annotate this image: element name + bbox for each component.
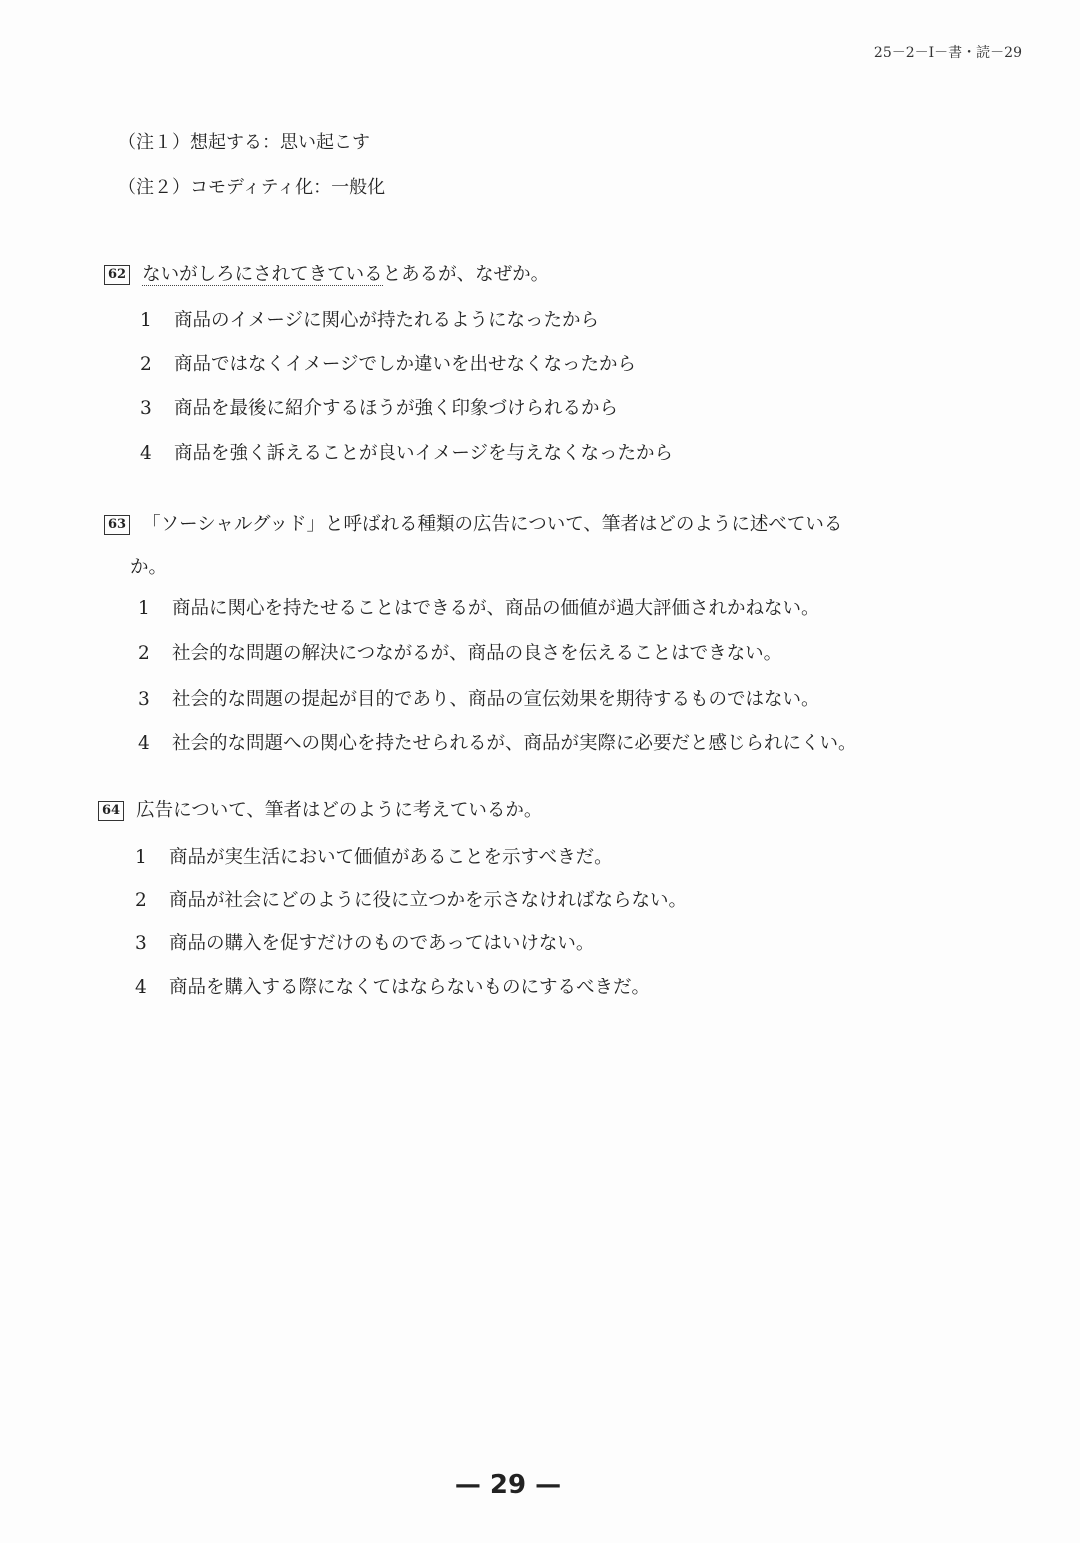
option: 4 商品を強く訴えることが良いイメージを与えなくなったから <box>140 443 673 464</box>
option: 1 商品に関心を持たせることはできるが、商品の価値が過大評価されかねない。 <box>138 598 820 619</box>
question-stem: 「ソーシャルグッド」と呼ばれる種類の広告について、筆者はどのように述べている <box>142 514 843 535</box>
underlined-phrase: ないがしろにされてきている <box>142 264 383 285</box>
option: 4 商品を購入する際になくてはならないものにするべきだ。 <box>135 977 651 998</box>
note-1: （注１）想起する：思い起こす <box>118 132 370 153</box>
question-stem: とあるが、なぜか。 <box>382 264 550 285</box>
question-number: 63 <box>104 515 130 535</box>
option: 1 商品が実生活において価値があることを示すべきだ。 <box>135 847 613 868</box>
option: 2 商品が社会にどのように役に立つかを示さなければならない。 <box>135 890 688 911</box>
question-64 <box>98 796 542 822</box>
question-62 <box>104 260 549 286</box>
option: 4 社会的な問題への関心を持たせられるが、商品が実際に必要だと感じられにくい。 <box>138 733 857 754</box>
option: 2 社会的な問題の解決につながるが、商品の良さを伝えることはできない。 <box>138 643 783 664</box>
page-code: 25－2－I－書・読－29 <box>873 45 1022 61</box>
option: 3 商品の購入を促すだけのものであってはいけない。 <box>135 933 595 954</box>
note-2: （注２）コモディティ化：一般化 <box>118 177 386 198</box>
question-number: 64 <box>98 801 124 821</box>
option: 2 商品ではなくイメージでしか違いを出せなくなったから <box>140 354 636 375</box>
question-number: 62 <box>104 265 130 285</box>
option: 3 社会的な問題の提起が目的であり、商品の宣伝効果を期待するものではない。 <box>138 689 820 710</box>
question-stem: 広告について、筆者はどのように考えているか。 <box>136 800 543 821</box>
option: 1 商品のイメージに関心が持たれるようになったから <box>140 310 599 331</box>
question-stem-continued: か。 <box>130 557 168 578</box>
question-63 <box>104 510 842 536</box>
page-number: — 29 — <box>454 1470 562 1500</box>
option: 3 商品を最後に紹介するほうが強く印象づけられるから <box>140 398 619 419</box>
